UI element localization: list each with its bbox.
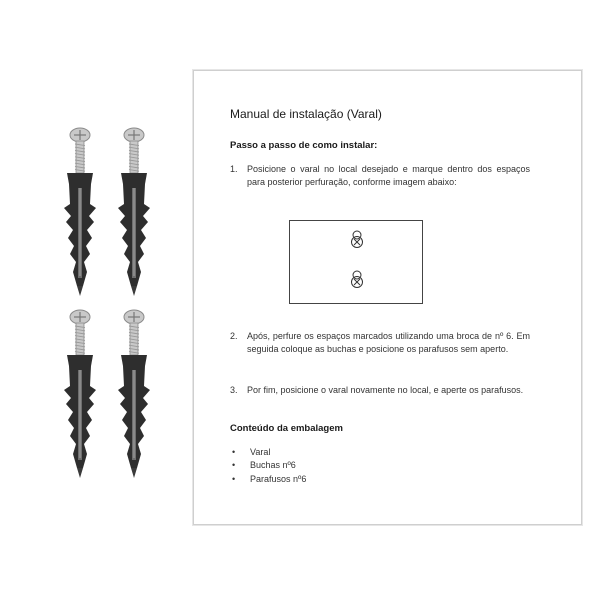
list-item: • Parafusos nº6 (230, 473, 306, 486)
step-text-line: Posicione o varal no local desejado e marque dentro dos (247, 164, 492, 174)
list-item: • Varal (230, 446, 306, 459)
contents-heading: Conteúdo da embalagem (230, 423, 343, 434)
step-text-line: Após, perfure os espaços marcados utilizando uma broca de (247, 331, 493, 341)
step-number: 3. (230, 385, 238, 395)
keyhole-mark-icon (349, 229, 365, 249)
step-text-line: abaixo: (427, 177, 457, 188)
instruction-sheet (193, 70, 582, 525)
step-text-line: Por fim, posicione o varal novamente no local, e aperte os (247, 385, 479, 395)
manual-title: Manual de instalação (Varal) (230, 107, 382, 121)
mounting-diagram (289, 220, 423, 304)
package-contents-list (230, 446, 306, 486)
steps-heading: Passo a passo de como instalar: (230, 140, 378, 151)
step-number: 1. (230, 164, 238, 174)
bullet-icon: • (232, 447, 236, 457)
install-step (230, 330, 530, 356)
bullet-icon: • (232, 473, 236, 484)
wall-anchor-with-screw (54, 126, 106, 302)
wall-anchor-with-screw (108, 308, 160, 484)
step-number: 2. (230, 331, 238, 341)
wall-anchor-with-screw (108, 126, 160, 302)
step-text-line: parafusos. (481, 385, 524, 395)
bullet-icon: • (232, 460, 236, 471)
step-text-line: sem aperto. (460, 344, 509, 355)
wall-anchor-with-screw (54, 308, 106, 484)
list-item: • Buchas nº6 (230, 459, 306, 472)
step-text-line: nº 6. Em seguida coloque as buchas e posicione os parafusos (247, 331, 530, 355)
install-step (230, 163, 530, 189)
keyhole-mark-icon (349, 269, 365, 289)
install-step (230, 384, 530, 397)
step-text-line: espaços para posterior perfuração, conforme imagem (247, 164, 530, 188)
